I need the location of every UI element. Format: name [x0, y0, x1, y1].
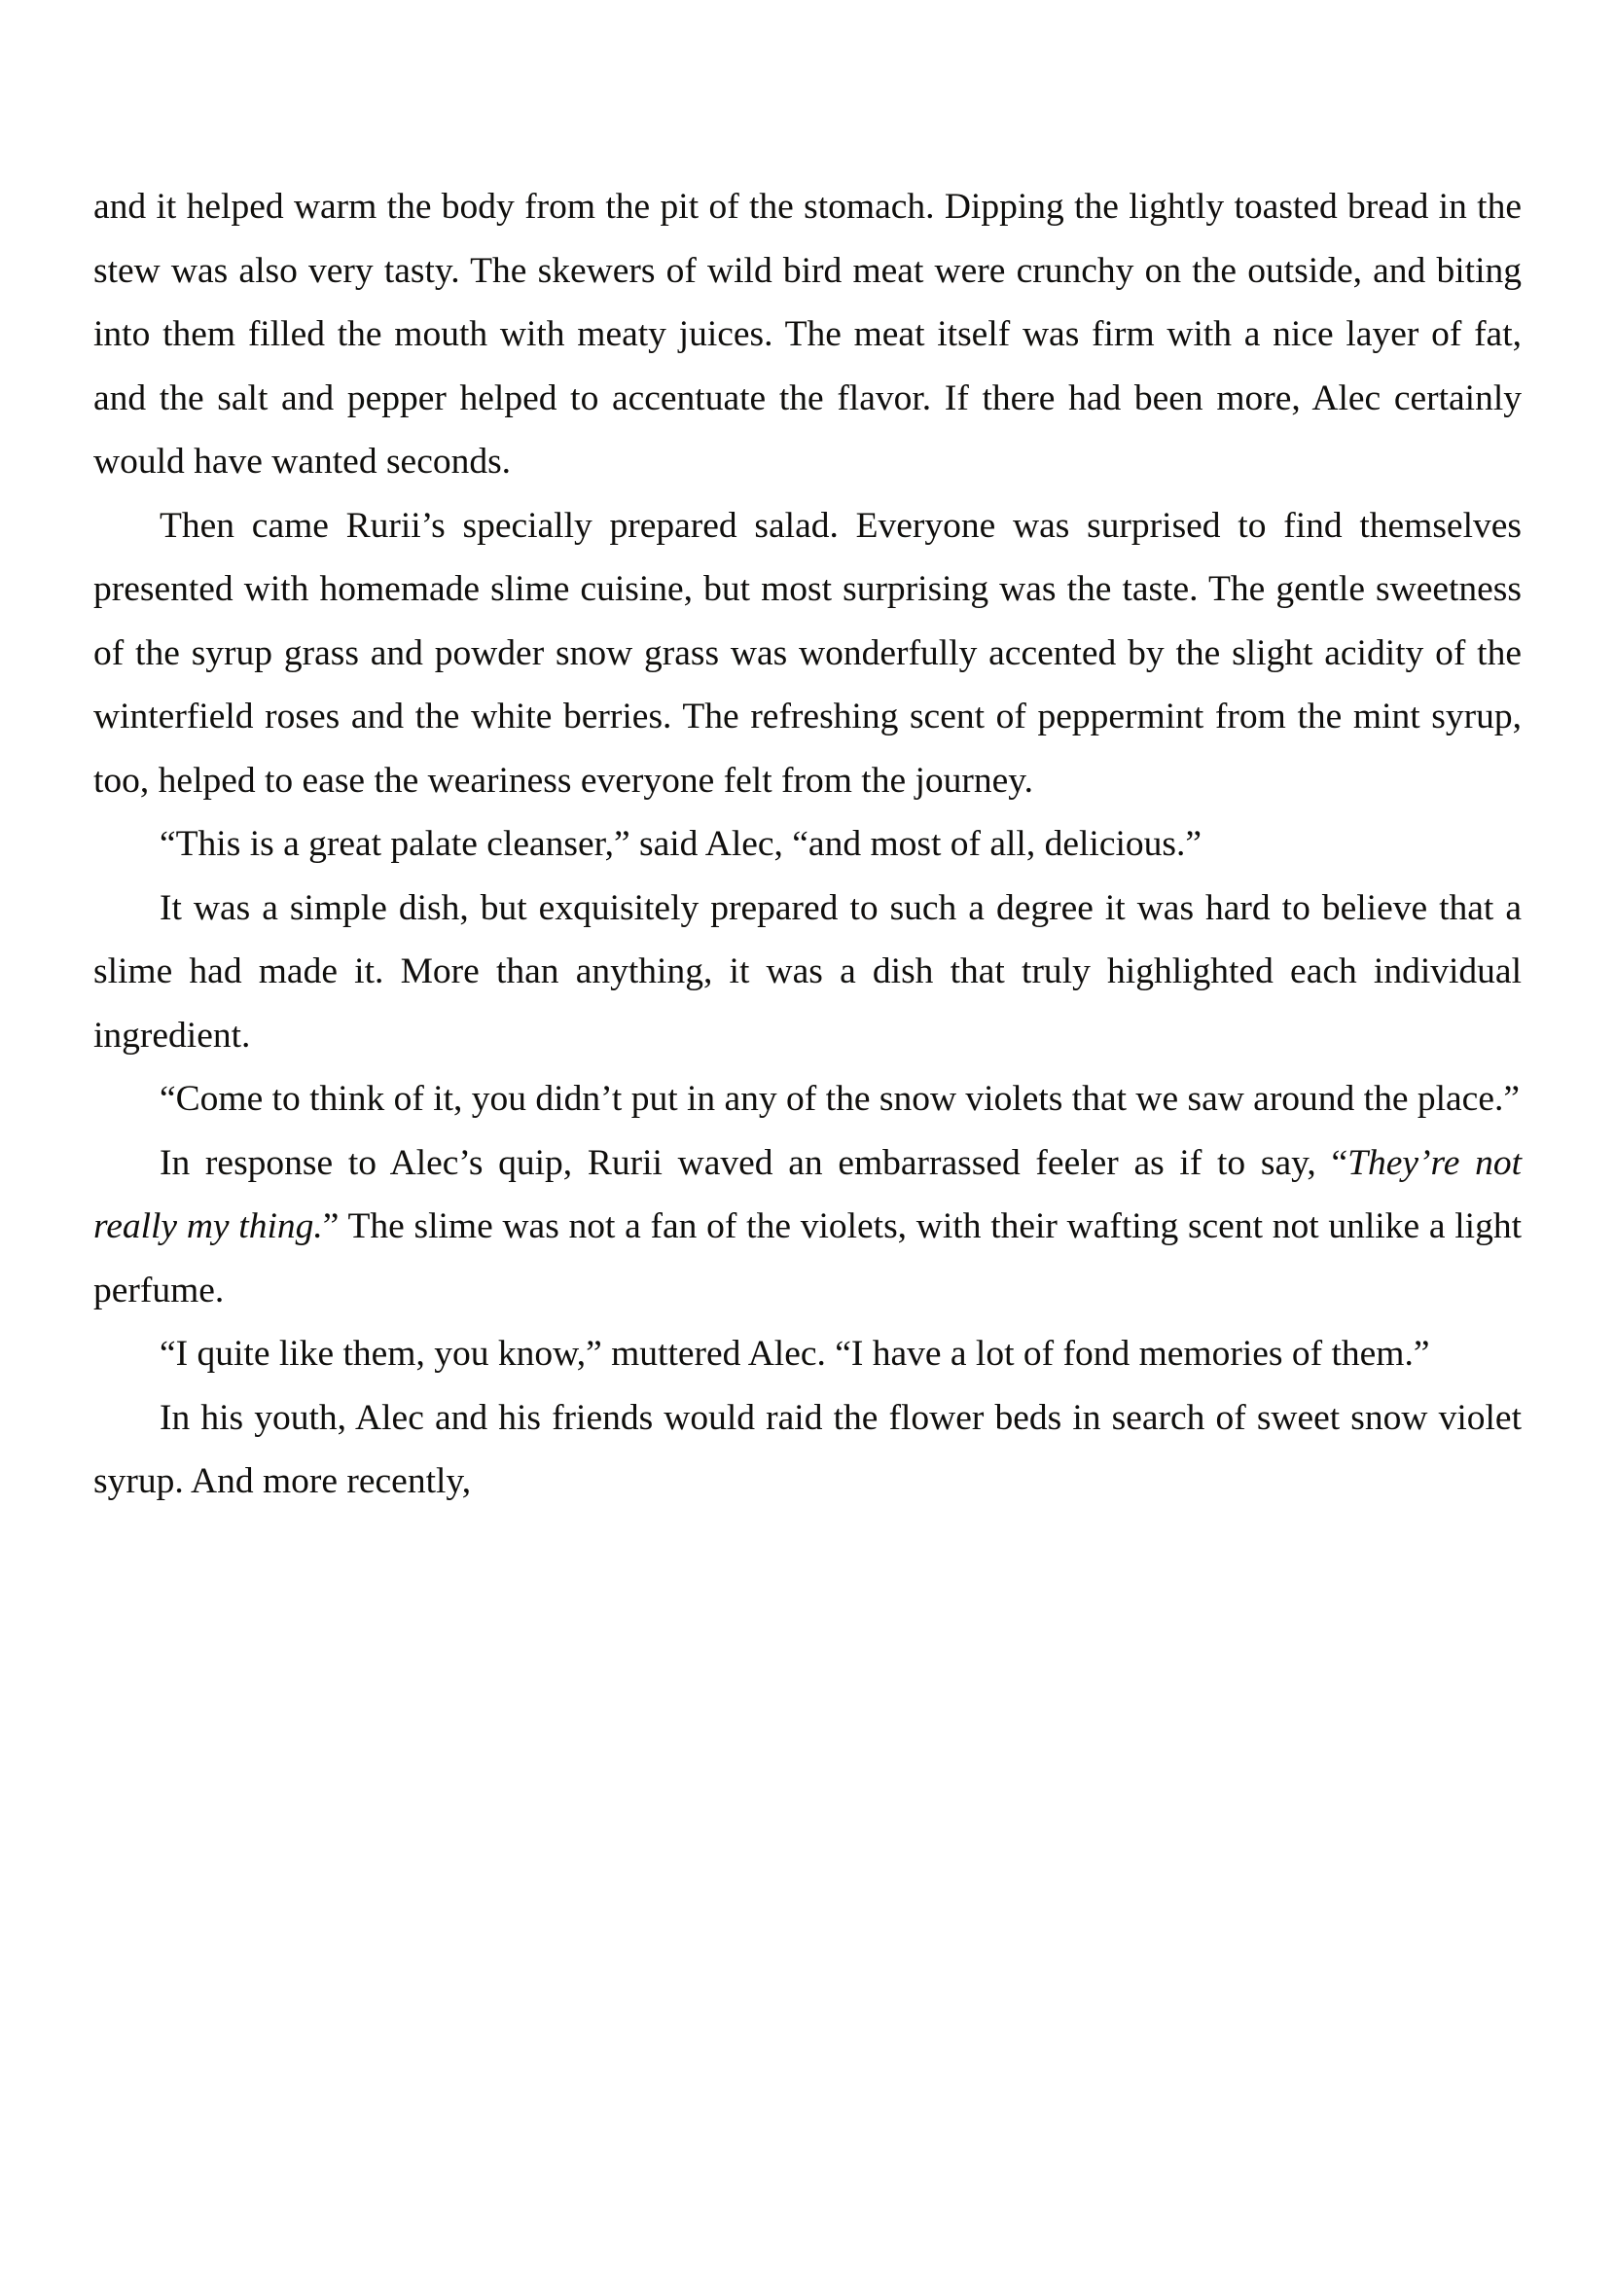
- paragraph: [93, 1386, 1522, 1514]
- text-run: ” The slime was not a fan of the violets, with their wafting scent not unlike a light perfume.: [93, 1206, 1522, 1310]
- paragraph: [93, 812, 1522, 877]
- body-text-column: [93, 175, 1522, 1514]
- paragraph: [93, 877, 1522, 1068]
- paragraph: [93, 1322, 1522, 1386]
- paragraph: [93, 1131, 1522, 1323]
- paragraph: [93, 494, 1522, 813]
- text-run: and it helped warm the body from the pit of the stomach. Dipping the lightly toasted bread in the stew was also very tasty. The skewers of wild bird meat were crunchy on the outside, and biting into them filled the mouth with meaty juices. The meat itself was firm with a nice layer of fat, and the salt and pepper helped to accentuate the flavor. If there had been more, Alec certainly would have wanted seconds.: [93, 187, 1522, 482]
- text-run: “Come to think of it, you didn’t put in any of the snow violets that we saw around the place.”: [160, 1079, 1520, 1119]
- text-run: In response to Alec’s quip, Rurii waved an embarrassed feeler as if to say, “: [160, 1142, 1348, 1183]
- text-run: Then came Rurii’s specially prepared salad. Everyone was surprised to find themselves presented with homemade slime cuisine, but most surprising was the taste. The gentle sweetness of the syrup grass and powder snow grass was wonderfully accented by the slight acidity of the winterfield roses and the white berries. The refreshing scent of peppermint from the mint syrup, too, helped to ease the weariness everyone felt from the journey.: [93, 505, 1522, 801]
- text-run: In his youth, Alec and his friends would raid the flower beds in search of sweet snow violet syrup. And more recently,: [93, 1397, 1522, 1501]
- italic-text: They’re not really my thing.: [93, 1142, 1522, 1246]
- paragraph: [93, 175, 1522, 494]
- text-run: It was a simple dish, but exquisitely prepared to such a degree it was hard to believe that a slime had made it. More than anything, it was a dish that truly highlighted each individual ingredient.: [93, 887, 1522, 1056]
- paragraph: [93, 1067, 1522, 1131]
- text-run: “This is a great palate cleanser,” said Alec, “and most of all, delicious.”: [160, 824, 1202, 864]
- text-run: “I quite like them, you know,” muttered Alec. “I have a lot of fond memories of them.”: [160, 1334, 1430, 1374]
